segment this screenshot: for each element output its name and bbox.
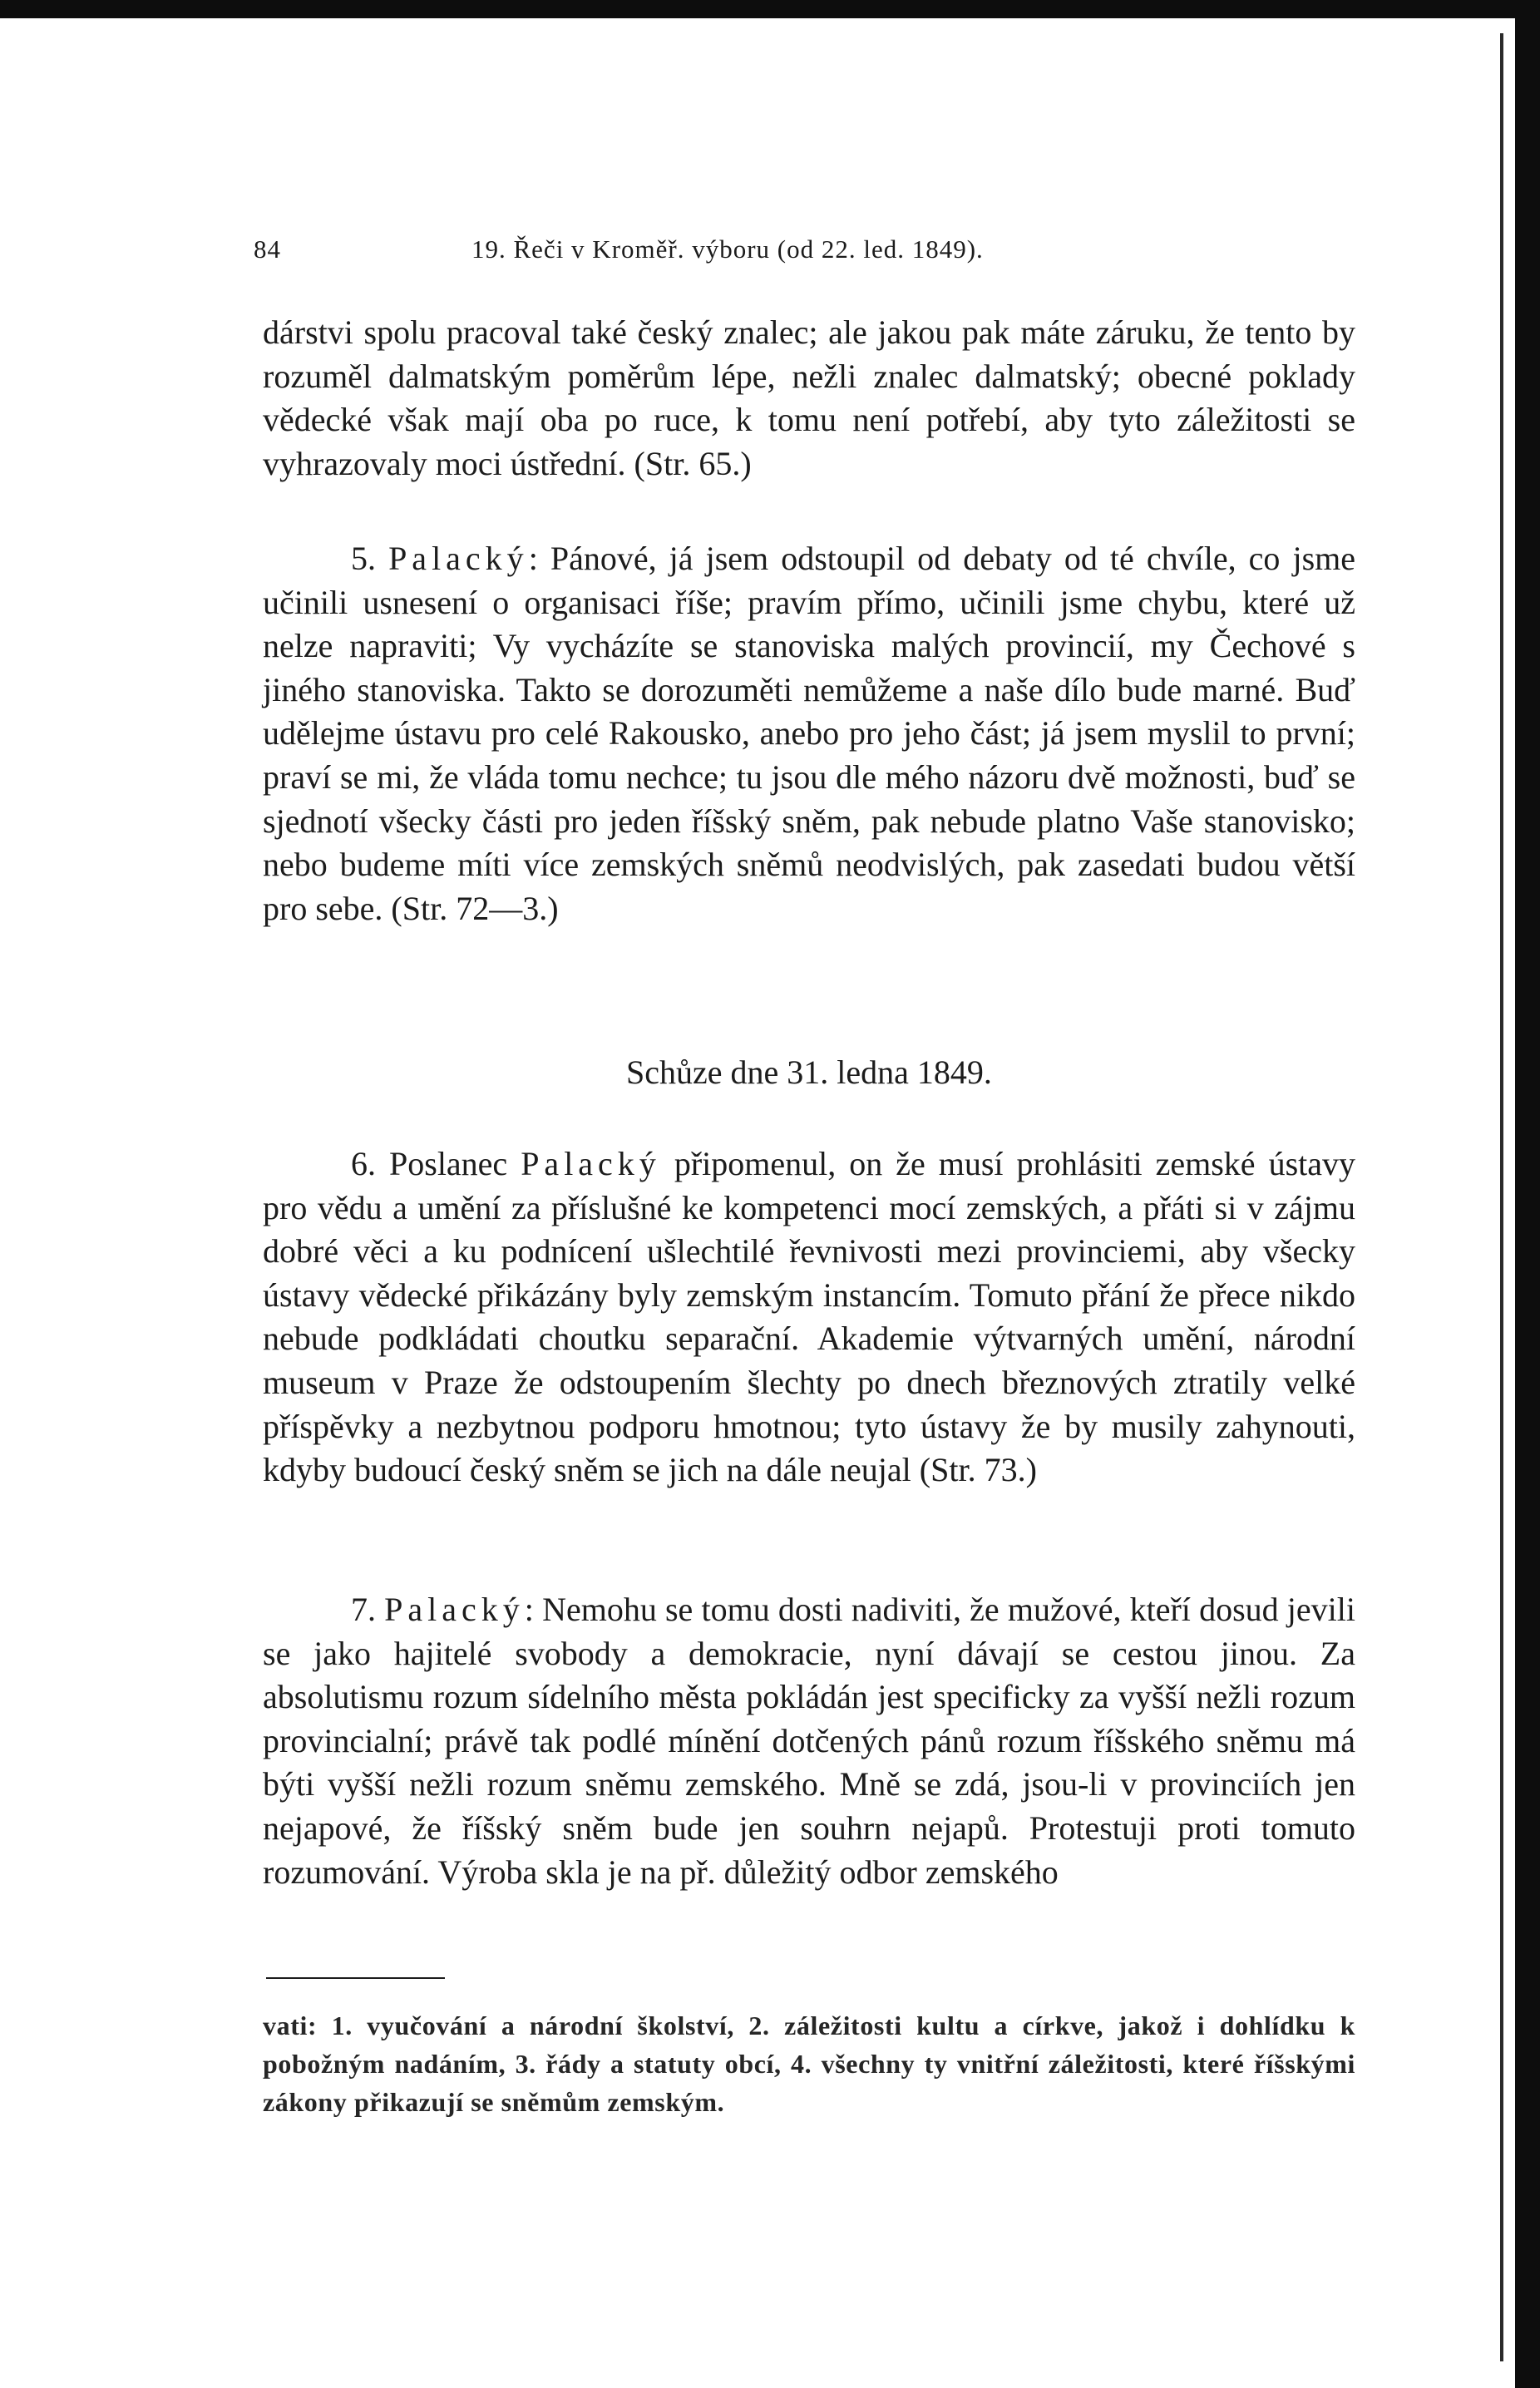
footnote: vati: 1. vyučování a národní školství, 2. záležitosti kultu a církve, jakož i dohlídku k pobožným nadáním, 3. řády a statuty obcí, 4. všechny ty vnitřní záležitosti, které říšskými zákony přikazují se sněmům zemským. — [263, 2011, 1355, 2117]
paragraph-5 — [263, 537, 1355, 930]
paragraph-6-prefix: 6. Poslanec — [351, 1145, 508, 1182]
paragraph-7-number: 7. — [351, 1591, 376, 1628]
paragraph-5-number: 5. — [351, 540, 376, 577]
paragraph-6-text: připomenul, on že musí prohlásiti zemské ústavy pro vědu a umění za příslušné ke kompetenci mocí zemských, a přáti si v zájmu dobré věci a ku podnícení ušlechtilé řevnivosti mezi provinciemi, aby všecky ústavy vědecké přikázány byly zemským instancím. Tomuto přání že přece nikdo nebude podkládati choutku separační. Akademie výtvarných umění, národní museum v Praze že odstoupením šlechty po dnech březnových ztratily velké příspěvky a nezbytnou podporu hmotnou; tyto ústavy že by musily zahynouti, kdyby budoucí český sněm se jich na dále neujal (Str. 73.) — [263, 1145, 1355, 1489]
running-header — [254, 234, 1360, 276]
paragraph-7-text: : Nemohu se tomu dosti nadiviti, že mužové, kteří dosud jevili se jako hajitelé svobody a demokracie, nyní dávají se cestou jinou. Za absolutismu rozum sídelního města pokládán jest specificky za vyšší nežli rozum provincialní; právě tak podlé mínění dotčených pánů rozum říšského sněmu má býti vyšší nežli rozum sněmu zemského. Mně se zdá, jsou-li v provinciích jen nejapové, že říšský sněm bude jen souhrn nejapů. Protestuji proti tomuto rozumování. Výroba skla je na př. důležitý odbor zemského — [263, 1591, 1356, 1891]
page-number: 84 — [254, 234, 281, 264]
speaker-name: Palacký — [384, 1591, 525, 1628]
speaker-name: Palacký — [521, 1145, 661, 1182]
scan-top-border — [0, 0, 1540, 18]
paragraph-continuation: dárstvi spolu pracoval také český znalec; ale jakou pak máte záruku, že tento by rozuměl dalmatským poměrům lépe, nežli znalec dalmatský; obecné poklady vědecké však mají oba po ruce, k tomu není potřebí, aby tyto záležitosti se vyhrazovaly moci ústřední. (Str. 65.) — [263, 313, 1355, 482]
scan-right-border — [1515, 0, 1540, 2388]
page-edge-line — [1500, 33, 1503, 2361]
section-heading: Schůze dne 31. ledna 1849. — [626, 1053, 992, 1091]
paragraph-5-text: : Pánové, já jsem odstoupil od debaty od té chvíle, co jsme učinili usnesení o organisaci říše; pravím přímo, učinili jsme chybu, které už nelze napraviti; Vy vycházíte se stanoviska malých provincií, my Čechové s jiného stanoviska. Takto se dorozuměti nemůžeme a naše dílo bude marné. Buď udělejme ústavu pro celé Rakousko, anebo pro jeho část; já jsem myslil to první; praví se mi, že vláda tomu nechce; tu jsou dle mého názoru dvě možnosti, buď se sjednotí všecky části pro jeden říšský sněm, pak nebude platno Vaše stanovisko; nebo budeme míti více zemských sněmů neodvislých, pak zasedati budou větší pro sebe. (Str. 72—3.) — [263, 540, 1355, 927]
running-title: 19. Řeči v Kroměř. výboru (od 22. led. 1849). — [471, 234, 984, 264]
paragraph-7 — [263, 1588, 1355, 1894]
paragraph-6 — [263, 1142, 1355, 1492]
speaker-name: Palacký — [388, 540, 529, 577]
footnote-divider — [266, 1977, 445, 1979]
